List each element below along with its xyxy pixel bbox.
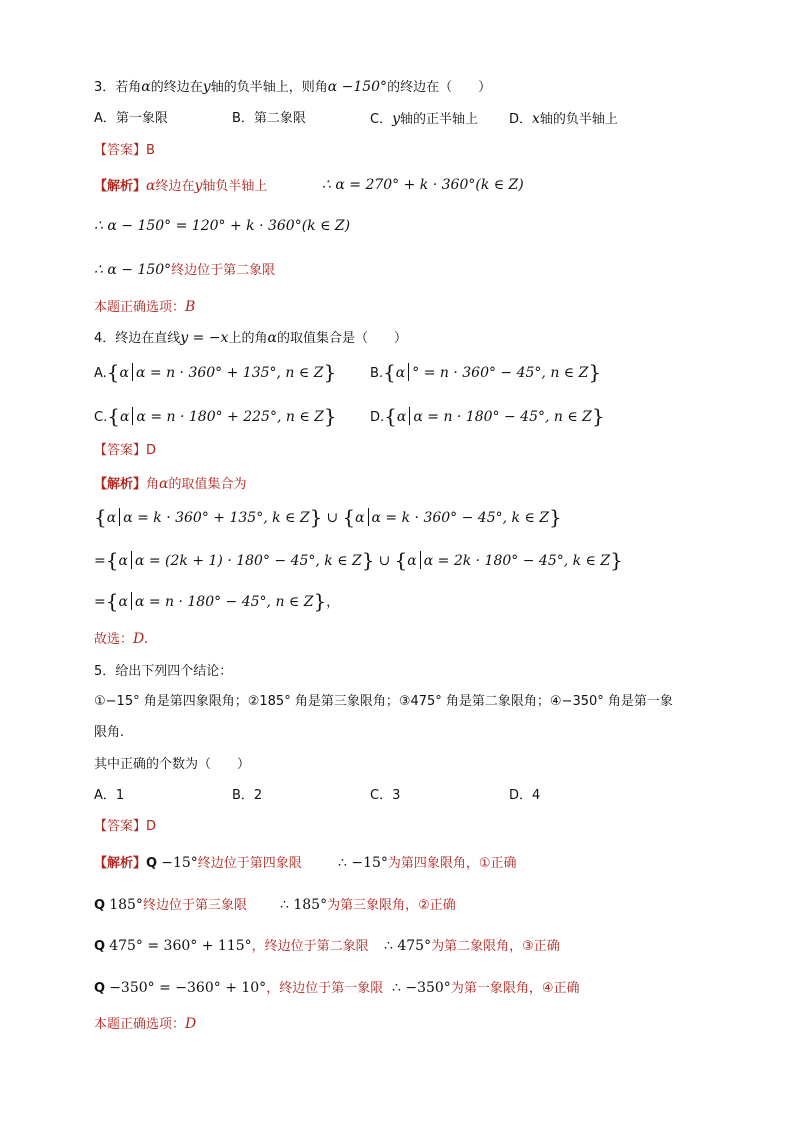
union-symbol: ∪ [378,553,391,569]
q3-analysis-label: 【解析】 [94,179,147,194]
q5-option-a: A．1 [94,788,125,803]
q4-stem-math: y = −x [180,330,229,346]
q4-option-a [94,360,336,384]
q3-stem-b: 的终边在 [150,80,203,95]
q4-stem-a: 4．终边在直线 [94,331,181,346]
q4-option-d-math: α = n · 180° − 45°, n ∈ Z [413,409,592,425]
q5-analysis-line1-conclusion [338,855,517,872]
set-bar [131,551,132,569]
q3-option-a: A．第一象限 [94,111,168,126]
q4-stem [94,330,407,347]
q3-analysis-formula2: ∴ α − 150° = 120° + k · 360°(k ∈ Z) [94,218,351,234]
q5-analysis-line4-conclusion [392,980,579,997]
q3-y: y [202,79,211,95]
equals-sign: = [94,594,106,610]
set-alpha: α [118,594,128,610]
close-brace: } [323,404,337,428]
q4-conclusion [94,631,148,648]
q5-option-b: B．2 [232,788,263,803]
q5-analysis-line2 [94,897,247,914]
q4-set2: α = k · 360° − 45°, k ∈ Z [371,510,549,526]
q4-analysis-alpha: α [159,476,169,492]
q4-analysis-text-a: 角 [146,477,160,492]
q3-option-c-var: y [392,111,400,127]
q5-analysis-line1 [94,855,302,872]
q4-analysis-set-line1 [94,505,562,529]
q3-stem-d: 的终边在（ ） [387,80,492,95]
q3-answer: 【答案】B [94,143,155,158]
q3-option-c [370,111,478,128]
q5-analysis-line4 [94,980,383,997]
q5-r3-text: ，终边位于第二象限 [251,939,369,954]
q3-option-d [509,111,618,128]
open-brace: { [105,548,119,572]
q4-conclusion-value: D. [133,631,149,647]
q4-option-c [94,404,337,428]
q4-option-d-alpha: α [396,409,407,425]
q4-option-a-math: α = n · 360° + 135°, n ∈ Z [136,365,324,381]
q3-alpha: α [141,79,151,95]
q4-analysis-text-b: 的取值集合为 [168,477,247,492]
q4-option-d [370,404,605,428]
close-brace: } [361,548,375,572]
q3-option-d-var: x [532,111,540,127]
q4-analysis-set-line2 [94,548,623,572]
close-brace: } [313,589,327,613]
q3-stem-a: 3．若角 [94,80,142,95]
q3-analysis-line1 [94,178,267,195]
close-brace: } [591,404,605,428]
q5-r2-math: 185° [109,897,143,913]
q3-correct-option [94,299,195,316]
set-bar [408,363,409,381]
comma: ， [326,595,340,610]
q4-option-a-label: A. [94,366,107,381]
q5-r2-tail: 为第三象限角，②正确 [327,898,456,913]
q5-r1-tail: 为第四象限角，①正确 [387,856,517,871]
q4-option-c-math: α = n · 180° + 225°, n ∈ Z [136,409,324,425]
set-bar [420,551,421,569]
q4-stem-c: 的取值集合是（ ） [276,331,407,346]
q3-analysis-line3 [94,262,275,279]
q5-analysis-line3 [94,938,369,955]
q4-set4: α = 2k · 180° − 45°, k ∈ Z [423,553,611,569]
q5-r1-text: 终边位于第四象限 [197,856,302,871]
q5-r3-tail: 为第二象限角，③正确 [431,939,560,954]
q3-stem-c: 轴的负半轴上，则角 [210,80,328,95]
close-brace: } [610,548,623,572]
q4-option-d-label: D. [370,410,385,425]
q3-analysis-y: y [194,178,203,194]
q5-correct-value: D [185,1016,197,1032]
q5-r2-text: 终边位于第三象限 [142,898,247,913]
because-mark: Q [146,856,158,871]
q4-option-b-math: ° = n · 360° − 45°, n ∈ Z [412,365,589,381]
open-brace: { [105,589,119,613]
q3-option-c-post: 轴的正半轴上 [400,112,479,127]
open-brace: { [94,505,107,529]
set-alpha: α [106,510,117,526]
q4-analysis-line1 [94,476,247,493]
q5-statements-line1: ①−15° 角是第四象限角；②185° 角是第三象限角；③475° 角是第二象限角；④−350° 角是第一象 [94,694,673,709]
set-bar [409,407,410,425]
q4-option-c-alpha: α [119,409,130,425]
q5-question: 其中正确的个数为（ ） [94,757,251,772]
q3-analysis-b: 终边在 [155,179,195,194]
set-alpha: α [355,510,365,526]
q5-analysis-line3-conclusion [384,938,560,955]
set-bar [131,592,132,610]
q3-option-c-pre: C． [370,112,393,127]
close-brace: } [549,505,562,529]
q4-answer: 【答案】D [94,443,157,458]
open-brace: { [384,404,397,428]
q4-conclusion-label: 故选： [94,632,134,647]
q5-r4-math: −350° = −360° + 10° [109,980,267,996]
q3-analysis-line3-math: ∴ α − 150° [94,262,172,278]
close-brace: } [323,360,337,384]
set-bar [119,508,120,526]
q3-analysis-formula1: ∴ α = 270° + k · 360°(k ∈ Z) [322,177,524,193]
q4-analysis-label: 【解析】 [94,477,147,492]
q4-option-b-alpha: α [395,365,406,381]
q5-stem: 5．给出下列四个结论： [94,664,233,679]
q3-option-b: B．第二象限 [232,111,306,126]
open-brace: { [342,505,356,529]
open-brace: { [107,404,120,428]
set-bar [368,508,369,526]
q3-stem [94,79,491,96]
q4-stem-b: 上的角 [228,331,268,346]
set-bar [132,363,133,381]
q4-option-c-label: C. [94,410,108,425]
because-mark: Q [94,939,106,954]
q3-option-d-pre: D． [509,112,533,127]
q4-option-b [370,360,601,384]
q5-r1-math: −15° [161,855,198,871]
q5-correct-option [94,1016,196,1033]
q4-set5: α = n · 180° − 45°, n ∈ Z [134,594,314,610]
q4-set1: α = k · 360° + 135°, k ∈ Z [123,510,310,526]
q5-correct-label: 本题正确选项： [94,1017,186,1032]
set-bar [132,407,133,425]
open-brace: { [383,360,396,384]
set-alpha: α [118,553,128,569]
q4-option-a-alpha: α [119,365,129,381]
q5-r3-math: 475° = 360° + 115° [109,938,252,954]
because-mark: Q [94,981,106,996]
q5-r4-therefore: ∴ −350° [392,980,451,996]
q5-r4-text: ，终边位于第一象限 [266,981,384,996]
because-mark: Q [94,898,106,913]
q5-r1-therefore: ∴ −15° [338,855,388,871]
q4-set3: α = (2k + 1) · 180° − 45°, k ∈ Z [134,553,362,569]
q4-option-b-label: B. [370,366,384,381]
q4-analysis-set-line3 [94,589,339,613]
q4-alpha: α [267,330,277,346]
equals-sign: = [94,553,106,569]
open-brace: { [106,360,120,384]
q5-statements-line2: 限角. [94,725,125,740]
q3-expr: α −150° [327,79,388,95]
q5-r4-tail: 为第一象限角，④正确 [450,981,580,996]
close-brace: } [309,505,323,529]
q5-analysis-label: 【解析】 [94,856,147,871]
q3-option-d-post: 轴的负半轴上 [539,112,618,127]
q3-correct-value: B [185,299,196,315]
close-brace: } [588,360,602,384]
q3-analysis-line3-text: 终边位于第二象限 [171,263,276,278]
q3-analysis-alpha: α [146,178,156,194]
q5-r3-therefore: ∴ 475° [384,938,432,954]
union-symbol: ∪ [326,510,339,526]
q5-answer: 【答案】D [94,819,157,834]
q5-option-c: C．3 [370,788,401,803]
q3-analysis-d: 轴负半轴上 [202,179,268,194]
q3-correct-label: 本题正确选项： [94,300,186,315]
q5-r2-therefore: ∴ 185° [280,897,328,913]
open-brace: { [394,548,408,572]
q5-option-d: D．4 [509,788,541,803]
set-alpha: α [407,553,417,569]
q5-analysis-line2-conclusion [280,897,456,914]
